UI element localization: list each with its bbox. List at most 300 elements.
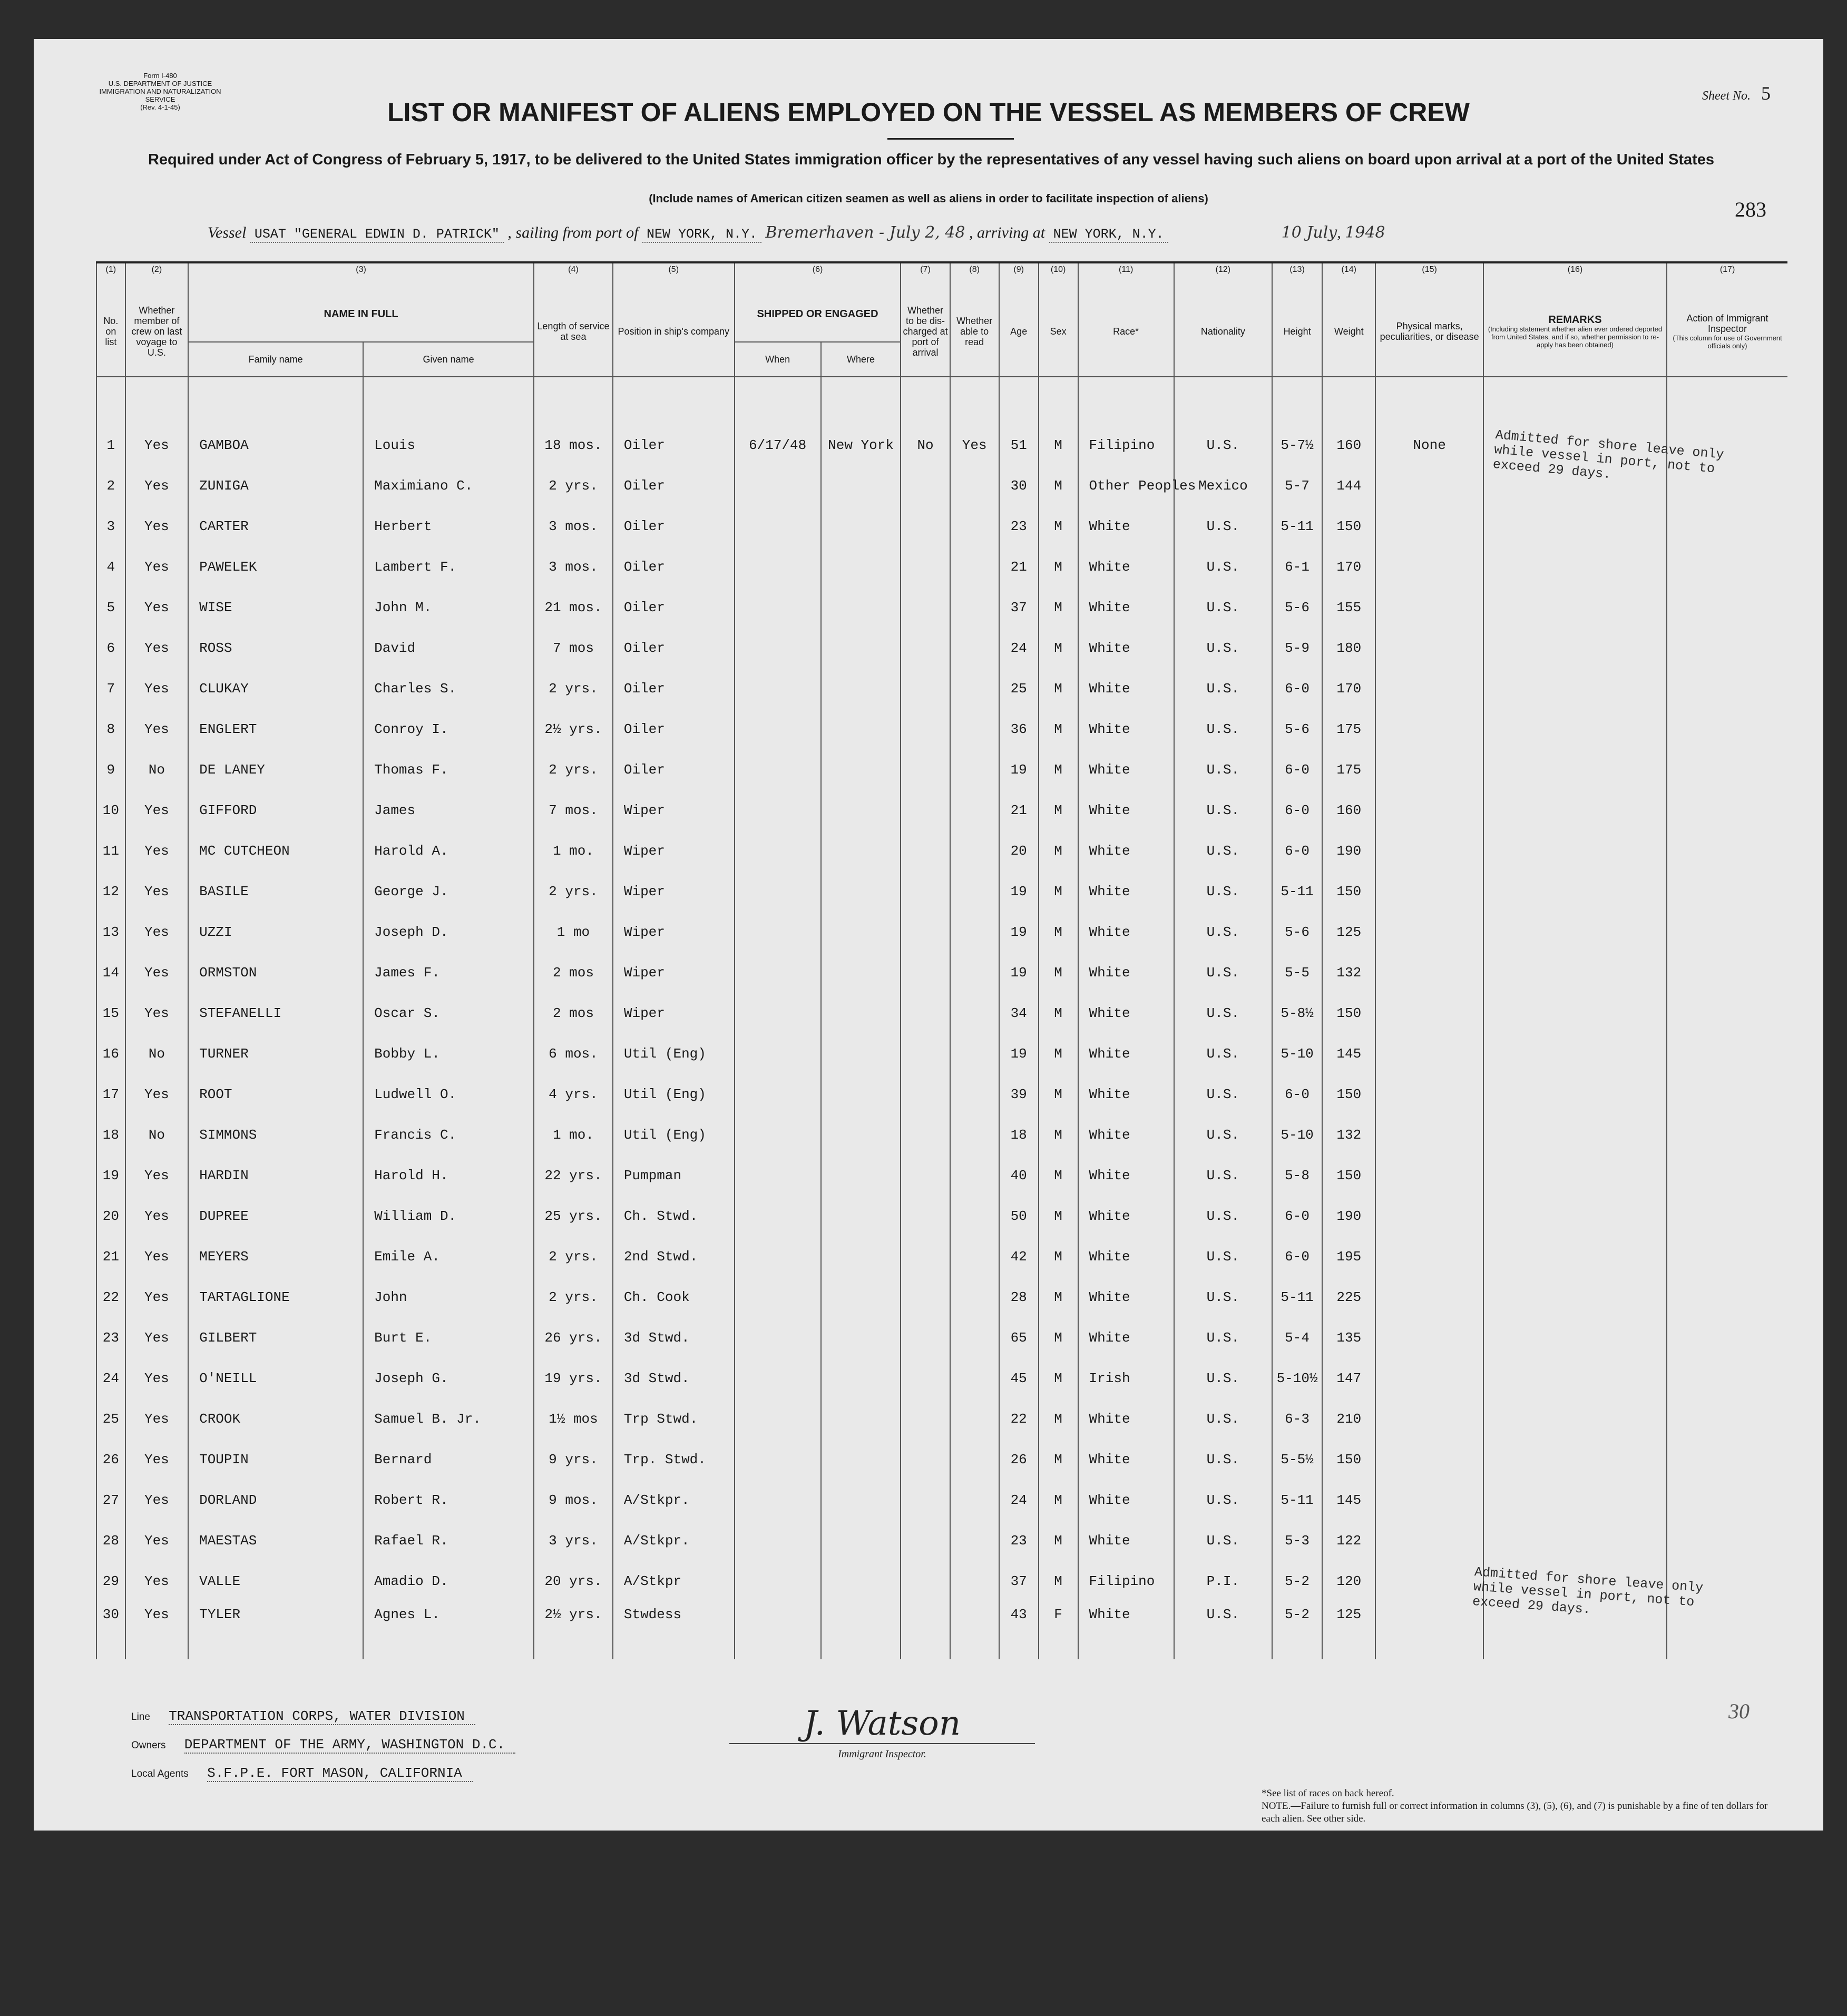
cell-empty [1667,506,1787,546]
cell-no: 11 [96,830,125,871]
cell-read [950,1398,999,1439]
owners-row [131,1737,515,1753]
column-number: (9) [999,262,1039,287]
cell-no: 18 [96,1114,125,1155]
cell-sex: M [1039,709,1078,749]
cell-height: 6-1 [1272,546,1322,587]
header-action [1667,287,1787,377]
cell-position: Wiper [613,790,735,830]
cell-physical [1375,1074,1483,1114]
cell-age: 28 [999,1277,1039,1317]
cell-position: Trp. Stwd. [613,1439,735,1480]
cell-sex: M [1039,668,1078,709]
cell-race: White [1078,1114,1174,1155]
cell-physical [1375,628,1483,668]
cell-position: Util (Eng) [613,1033,735,1074]
header-age: Age [999,287,1039,377]
cell-no: 27 [96,1480,125,1520]
cell-where [821,628,901,668]
cell-physical [1375,1480,1483,1520]
cell-discharged [901,1398,950,1439]
cell-when [735,871,821,912]
cell-sex: M [1039,1398,1078,1439]
cell-when [735,1033,821,1074]
cell-age: 19 [999,912,1039,952]
cell-empty [1483,952,1667,993]
cell-service: 9 mos. [534,1480,613,1520]
cell-no: 22 [96,1277,125,1317]
cell-height: 5-8 [1272,1155,1322,1196]
cell-nationality: U.S. [1174,952,1272,993]
cell-given: Amadio D. [363,1561,534,1601]
cell-sex: M [1039,1114,1078,1155]
cell-discharged [901,628,950,668]
cell-physical [1375,1601,1483,1659]
cell-discharged [901,1439,950,1480]
cell-race: White [1078,1439,1174,1480]
cell-empty [1483,1236,1667,1277]
cell-position: Trp Stwd. [613,1398,735,1439]
cell-position: Oiler [613,425,735,465]
cell-physical [1375,1520,1483,1561]
vessel-line: Vessel USAT "GENERAL EDWIN D. PATRICK" , sailing from port of NEW YORK, N.Y. Bremerhaven - July 2, 48 , arriving at NEW YORK, N.Y. 10 July, 1948 [208,223,1385,242]
cell-nationality: U.S. [1174,709,1272,749]
cell-family: VALLE [188,1561,363,1601]
header-shipped-engaged: SHIPPED OR ENGAGED [735,287,901,342]
cell-when [735,1439,821,1480]
cell-given: Bernard [363,1439,534,1480]
cell-weight: 145 [1322,1480,1375,1520]
cell-read [950,1480,999,1520]
cell-when [735,465,821,506]
cell-height: 6-0 [1272,749,1322,790]
cell-service: 22 yrs. [534,1155,613,1196]
cell-empty [1483,1480,1667,1520]
cell-empty [1667,1520,1787,1561]
cell-service: 3 mos. [534,546,613,587]
cell-discharged [901,749,950,790]
cell-age: 25 [999,668,1039,709]
cell-discharged [901,506,950,546]
header-spacer [96,377,1787,425]
cell-no: 17 [96,1074,125,1114]
column-number: (1) [96,262,125,287]
cell-empty [1483,709,1667,749]
cell-height: 5-11 [1272,1480,1322,1520]
cell-age: 51 [999,425,1039,465]
cell-height: 6-0 [1272,1196,1322,1236]
cell-when [735,830,821,871]
agents-row [131,1765,473,1781]
arrival-year: 1948 [1345,223,1385,242]
header-row [96,287,1787,342]
cell-given: James [363,790,534,830]
cell-position: Wiper [613,830,735,871]
cell-read [950,790,999,830]
cell-physical [1375,1196,1483,1236]
cell-voyage: Yes [125,465,188,506]
cell-age: 37 [999,1561,1039,1601]
cell-empty [1483,1074,1667,1114]
cell-physical [1375,1439,1483,1480]
cell-physical [1375,1033,1483,1074]
cell-voyage: Yes [125,1074,188,1114]
penalty-note: NOTE.—Failure to furnish full or correct information in columns (3), (5), (6), and (7) is punishable by a fine of ten dollars for each alien. See other side. [1262,1800,1768,1824]
cell-where [821,668,901,709]
table-row [96,1398,1787,1439]
cell-given: Oscar S. [363,993,534,1033]
table-row [96,1236,1787,1277]
line-row [131,1708,475,1724]
cell-empty [1483,912,1667,952]
cell-voyage: Yes [125,587,188,628]
cell-sex: M [1039,1277,1078,1317]
cell-height: 5-3 [1272,1520,1322,1561]
cell-nationality: U.S. [1174,587,1272,628]
cell-weight: 195 [1322,1236,1375,1277]
cell-where [821,1358,901,1398]
column-number: (2) [125,262,188,287]
cell-discharged [901,993,950,1033]
cell-where [821,871,901,912]
cell-where [821,1033,901,1074]
cell-sex: M [1039,1520,1078,1561]
cell-nationality: U.S. [1174,1358,1272,1398]
cell-position: Oiler [613,668,735,709]
cell-when [735,1155,821,1196]
cell-physical [1375,912,1483,952]
cell-service: 18 mos. [534,425,613,465]
cell-empty [1483,628,1667,668]
title-rule [887,138,1014,140]
cell-weight: 125 [1322,1601,1375,1659]
cell-sex: M [1039,912,1078,952]
cell-service: 1 mo. [534,830,613,871]
cell-when [735,952,821,993]
cell-given: Maximiano C. [363,465,534,506]
line-value: TRANSPORTATION CORPS, WATER DIVISION [169,1708,475,1725]
cell-service: 9 yrs. [534,1439,613,1480]
signature: J. Watson [729,1704,1035,1744]
agents-value: S.F.P.E. FORT MASON, CALIFORNIA [207,1765,473,1782]
cell-discharged [901,1317,950,1358]
cell-race: White [1078,1155,1174,1196]
cell-sex: M [1039,790,1078,830]
cell-age: 39 [999,1074,1039,1114]
cell-given: George J. [363,871,534,912]
cell-race: Filipino [1078,1561,1174,1601]
table-row [96,952,1787,993]
cell-service: 2 yrs. [534,749,613,790]
cell-age: 43 [999,1601,1039,1659]
sailing-label: , sailing from port of [507,224,639,241]
cell-discharged [901,1155,950,1196]
cell-weight: 150 [1322,1155,1375,1196]
cell-weight: 175 [1322,709,1375,749]
cell-where [821,1317,901,1358]
cell-voyage: Yes [125,1480,188,1520]
cell-discharged [901,790,950,830]
cell-nationality: U.S. [1174,1236,1272,1277]
cell-service: 21 mos. [534,587,613,628]
cell-read [950,1236,999,1277]
cell-where [821,1520,901,1561]
cell-voyage: Yes [125,709,188,749]
cell-race: White [1078,1074,1174,1114]
table-row [96,709,1787,749]
cell-position: A/Stkpr [613,1561,735,1601]
cell-sex: M [1039,425,1078,465]
cell-when [735,709,821,749]
cell-voyage: Yes [125,790,188,830]
cell-family: CLUKAY [188,668,363,709]
table-row [96,587,1787,628]
cell-race: White [1078,1520,1174,1561]
cell-race: White [1078,709,1174,749]
cell-service: 19 yrs. [534,1358,613,1398]
cell-weight: 150 [1322,1439,1375,1480]
cell-nationality: U.S. [1174,1520,1272,1561]
cell-weight: 132 [1322,1114,1375,1155]
cell-empty [1667,952,1787,993]
header-remarks [1483,287,1667,377]
cell-voyage: Yes [125,546,188,587]
header-length-service: Length of service at sea [534,287,613,377]
cell-given: John [363,1277,534,1317]
cell-voyage: Yes [125,1520,188,1561]
cell-voyage: Yes [125,1277,188,1317]
cell-given: Joseph G. [363,1358,534,1398]
cell-position: Oiler [613,587,735,628]
cell-read [950,1439,999,1480]
cell-position: A/Stkpr. [613,1480,735,1520]
cell-age: 24 [999,628,1039,668]
cell-race: Filipino [1078,425,1174,465]
cell-discharged [901,587,950,628]
header-weight: Weight [1322,287,1375,377]
cell-height: 6-0 [1272,1236,1322,1277]
cell-race: White [1078,1033,1174,1074]
manifest-page [34,39,1823,1831]
cell-position: Oiler [613,749,735,790]
cell-empty [1667,587,1787,628]
cell-physical [1375,1236,1483,1277]
table-row [96,749,1787,790]
cell-age: 37 [999,587,1039,628]
cell-empty [1483,546,1667,587]
cell-age: 26 [999,1439,1039,1480]
cell-read [950,1155,999,1196]
cell-given: Louis [363,425,534,465]
cell-service: 2 yrs. [534,465,613,506]
cell-where [821,1277,901,1317]
cell-weight: 190 [1322,830,1375,871]
shore-leave-stamp: Admitted for shore leave only while vessel in port, not to exceed 29 days. [1472,1564,1704,1618]
cell-weight: 170 [1322,546,1375,587]
cell-nationality: U.S. [1174,546,1272,587]
cell-read [950,668,999,709]
cell-age: 45 [999,1358,1039,1398]
cell-weight: 170 [1322,668,1375,709]
cell-age: 24 [999,1480,1039,1520]
cell-weight: 225 [1322,1277,1375,1317]
column-number: (10) [1039,262,1078,287]
agents-label: Local Agents [131,1768,189,1779]
cell-race: White [1078,871,1174,912]
table-row [96,506,1787,546]
cell-service: 7 mos [534,628,613,668]
cell-given: Thomas F. [363,749,534,790]
cell-family: DORLAND [188,1480,363,1520]
cell-family: PAWELEK [188,546,363,587]
header-family-name: Family name [188,342,363,377]
cell-position: 3d Stwd. [613,1317,735,1358]
cell-height: 6-0 [1272,1074,1322,1114]
cell-service: 2½ yrs. [534,1601,613,1659]
cell-service: 2 yrs. [534,1236,613,1277]
cell-height: 5-6 [1272,587,1322,628]
cell-voyage: Yes [125,425,188,465]
cell-physical [1375,709,1483,749]
cell-age: 21 [999,790,1039,830]
cell-given: Herbert [363,506,534,546]
action-note: (This column for use of Government officials only) [1673,334,1782,350]
cell-read [950,1561,999,1601]
cell-discharged [901,1033,950,1074]
cell-race: White [1078,628,1174,668]
cell-empty [1483,1520,1667,1561]
column-number-row [96,262,1787,287]
table-row [96,668,1787,709]
table-row [96,628,1787,668]
cell-no: 9 [96,749,125,790]
cell-age: 65 [999,1317,1039,1358]
header-height: Height [1272,287,1322,377]
cell-when [735,668,821,709]
cell-service: 1½ mos [534,1398,613,1439]
table-row [96,546,1787,587]
cell-no: 23 [96,1317,125,1358]
cell-voyage: No [125,1033,188,1074]
cell-discharged [901,1561,950,1601]
cell-height: 5-11 [1272,871,1322,912]
cell-family: MC CUTCHEON [188,830,363,871]
cell-age: 23 [999,506,1039,546]
cell-family: BASILE [188,871,363,912]
cell-nationality: U.S. [1174,790,1272,830]
cell-voyage: Yes [125,1601,188,1659]
column-number: (14) [1322,262,1375,287]
table-row [96,1114,1787,1155]
cell-height: 5-11 [1272,1277,1322,1317]
cell-read: Yes [950,425,999,465]
cell-no: 24 [96,1358,125,1398]
cell-sex: M [1039,1358,1078,1398]
cell-discharged [901,709,950,749]
cell-when [735,506,821,546]
header-sex: Sex [1039,287,1078,377]
cell-empty [1667,1317,1787,1358]
service: IMMIGRATION AND NATURALIZATION SERVICE [99,87,221,103]
cell-no: 4 [96,546,125,587]
cell-height: 5-10 [1272,1114,1322,1155]
cell-given: Francis C. [363,1114,534,1155]
cell-read [950,465,999,506]
cell-empty [1483,749,1667,790]
cell-given: Bobby L. [363,1033,534,1074]
cell-empty [1483,1317,1667,1358]
cell-service: 2 yrs. [534,871,613,912]
cell-empty [1483,790,1667,830]
cell-empty [1483,830,1667,871]
cell-discharged [901,1601,950,1659]
page-number: 283 [1735,198,1766,221]
cell-position: Wiper [613,912,735,952]
cell-physical [1375,1317,1483,1358]
cell-given: Ludwell O. [363,1074,534,1114]
table-row [96,1317,1787,1358]
header-physical-marks: Physical marks, peculiarities, or disease [1375,287,1483,377]
cell-weight: 210 [1322,1398,1375,1439]
cell-family: STEFANELLI [188,993,363,1033]
cell-age: 22 [999,1398,1039,1439]
cell-sex: M [1039,749,1078,790]
cell-empty [1667,1398,1787,1439]
cell-race: White [1078,1398,1174,1439]
crew-body [96,377,1787,1659]
cell-race: White [1078,1196,1174,1236]
cell-age: 20 [999,830,1039,871]
revision: (Rev. 4-1-45) [140,103,180,111]
cell-where [821,465,901,506]
cell-where [821,912,901,952]
cell-weight: 150 [1322,993,1375,1033]
cell-voyage: Yes [125,1398,188,1439]
cell-physical [1375,668,1483,709]
cell-position: Wiper [613,952,735,993]
cell-no: 3 [96,506,125,546]
cell-empty [1483,1196,1667,1236]
cell-empty [1667,871,1787,912]
column-number: (8) [950,262,999,287]
cell-height: 5-5½ [1272,1439,1322,1480]
header-nationality: Nationality [1174,287,1272,377]
cell-height: 5-11 [1272,506,1322,546]
cell-empty [1667,1196,1787,1236]
cell-service: 7 mos. [534,790,613,830]
cell-voyage: No [125,1114,188,1155]
cell-empty [1667,1155,1787,1196]
cell-nationality: Mexico [1174,465,1272,506]
cell-no: 2 [96,465,125,506]
cell-service: 6 mos. [534,1033,613,1074]
cell-sex: M [1039,871,1078,912]
cell-when [735,587,821,628]
cell-empty [1667,546,1787,587]
cell-where [821,709,901,749]
cell-sex: M [1039,1317,1078,1358]
cell-empty [1667,912,1787,952]
cell-discharged [901,546,950,587]
cell-weight: 147 [1322,1358,1375,1398]
cell-voyage: Yes [125,1439,188,1480]
cell-sex: M [1039,628,1078,668]
cell-family: WISE [188,587,363,628]
sailing-port: NEW YORK, N.Y. [642,227,761,243]
header-race: Race* [1078,287,1174,377]
cell-where [821,1236,901,1277]
cell-position: Util (Eng) [613,1114,735,1155]
